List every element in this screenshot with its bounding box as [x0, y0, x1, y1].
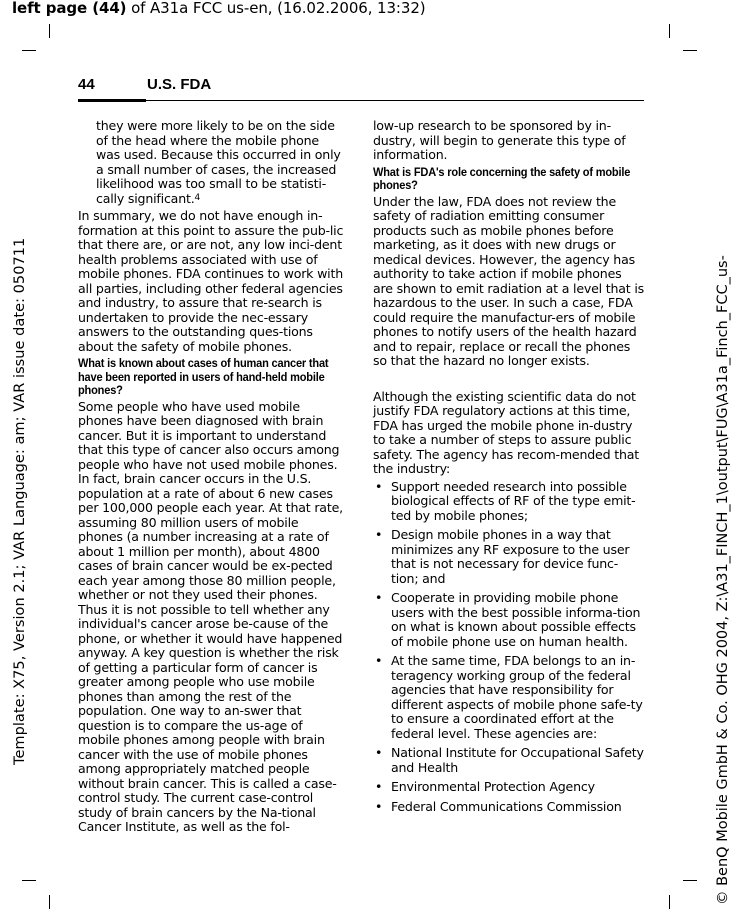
header-rule — [146, 100, 644, 101]
list-item-text: Design mobile phones in a way that minimizes any RF exposure to the user that is not necessary for device func-tion; and — [391, 527, 630, 586]
page-number: 44 — [78, 76, 95, 93]
continuation-paragraph: low-up research to be sponsored by in-dustry, will begin to generate this type of information. — [373, 118, 626, 162]
header-rule-thick — [78, 99, 146, 102]
list-item-text: At the same time, FDA belongs to an in-teragency working group of the federal agencies that have responsibility for different aspects of mobile phone safe-ty to ensure a coordinated effort at the federal level. These agencies are: — [391, 653, 643, 741]
list-item — [373, 591, 645, 649]
left-column — [78, 119, 344, 835]
recommendation-paragraph: Although the existing scientific data do not justify FDA regulatory actions at this time, FDA has urged the mobile phone in-dustry to take a number of steps to assure public safety. The agency has recom-mended that the industry: — [373, 388, 639, 476]
intro-text: they were more likely to be on the side of the head where the mobile phone was used. Because this occurred in only a small number of cases, the increased likelihood was too small to be statisti-cally significant. — [96, 118, 341, 206]
crop-mark — [669, 24, 670, 38]
page-slug — [12, 0, 426, 17]
list-item — [373, 654, 645, 741]
copyright-text: © BenQ Mobile GmbH & Co. OHG 2004, Z:\A31_FINCH_1\output\FUG\A31a_Finch_FCC_us- — [715, 255, 731, 905]
crop-mark — [22, 880, 36, 881]
template-info-text: Template: X75, Version 2.1; VAR Language: am; VAR issue date: 050711 — [12, 237, 28, 765]
slug-document-info: of A31a FCC us-en, (16.02.2006, 13:32) — [126, 0, 426, 17]
section-heading: What is FDA's role concerning the safety of mobile phones? — [373, 164, 631, 192]
crop-mark — [669, 895, 670, 909]
list-item-text: Federal Communications Commission — [391, 798, 622, 814]
bullet-icon: • — [375, 745, 383, 760]
page-title: U.S. FDA — [147, 76, 212, 93]
crop-mark — [49, 24, 50, 38]
bullet-icon: • — [375, 779, 383, 794]
summary-paragraph: In summary, we do not have enough in-formation at this point to assure the pub-lic that there are, or are not, any low inci-dent health problems associated with use of mobile phones. FDA continues to work with all parties, including other federal agencies and industry, to assure that re-search is undertaken to provide the nec-essary answers to the outstanding ques-tions about the safety of mobile phones. — [78, 208, 344, 354]
list-item-text: National Institute for Occupational Safety and Health — [391, 745, 644, 775]
crop-mark — [49, 895, 50, 909]
bullet-icon: • — [375, 653, 383, 668]
footnote-marker: 4 — [194, 192, 201, 203]
bullet-icon: • — [375, 590, 383, 605]
section-heading: What is known about cases of human cancer that have been reported in users of hand-held mobile phones? — [78, 356, 329, 397]
bullet-icon: • — [375, 478, 383, 494]
list-item — [373, 480, 645, 524]
recommendation-list — [373, 480, 645, 815]
copyright-sidebar — [695, 0, 731, 909]
template-info-sidebar — [0, 0, 28, 909]
bullet-icon: • — [375, 527, 383, 542]
right-column — [373, 119, 645, 819]
crop-mark — [683, 50, 697, 51]
list-item-text: Cooperate in providing mobile phone users with the best possible informa-tion on what is known about possible effects of mobile phone use on human health. — [391, 590, 641, 649]
crop-mark — [22, 50, 36, 51]
body-paragraph: Some people who have used mobile phones have been diagnosed with brain cancer. But it is important to understand that this type of cancer also occurs among people who have not used mobile phones. In fact, brain cancer occurs in the U.S. population at a rate of about 6 new cases per 100,000 people each year. At that rate, assuming 80 million users of mobile phones (a number increasing at a rate of about 1 million per month), about 4800 cases of brain cancer would be ex-pected each year among those 80 million people, whether or not they used their phones. Thus it is not possible to tell whether any individual's cancer arose be-cause of the phone, or whether it would have happened anyway. A key question is whether the risk of getting a particular form of cancer is greater among people who use mobile phones than among the rest of the population. One way to an-swer that question is to compare the us-age of mobile phones among people with brain cancer with the use of mobile phones among appropriately matched people without brain cancer. This is called a case-control study. The current case-control study of brain cancers by the Na-tional Cancer Institute, as well as the fol- — [78, 398, 343, 834]
body-paragraph: Under the law, FDA does not review the safety of radiation emitting consumer products such as mobile phones before marketing, as it does with new drugs or medical devices. However, the agency has authority to take action if mobile phones are shown to emit radiation at a level that is hazardous to the user. In such a case, FDA could require the manufactur-ers of mobile phones to notify users of the health hazard and to repair, replace or recall the phones so that the hazard no longer exists. — [373, 193, 645, 368]
intro-paragraph — [78, 119, 344, 206]
bullet-icon: • — [375, 798, 383, 814]
list-item — [373, 528, 645, 586]
crop-mark — [683, 880, 697, 881]
list-item-text: Support needed research into possible biological effects of RF of the type emit-ted by mobile phones; — [391, 478, 636, 523]
list-item-text: Environmental Protection Agency — [391, 779, 595, 794]
list-item — [373, 800, 645, 815]
paragraph-spacer — [373, 369, 645, 390]
list-item — [373, 780, 645, 795]
slug-page-ref: left page (44) — [12, 0, 127, 17]
list-item — [373, 746, 645, 775]
